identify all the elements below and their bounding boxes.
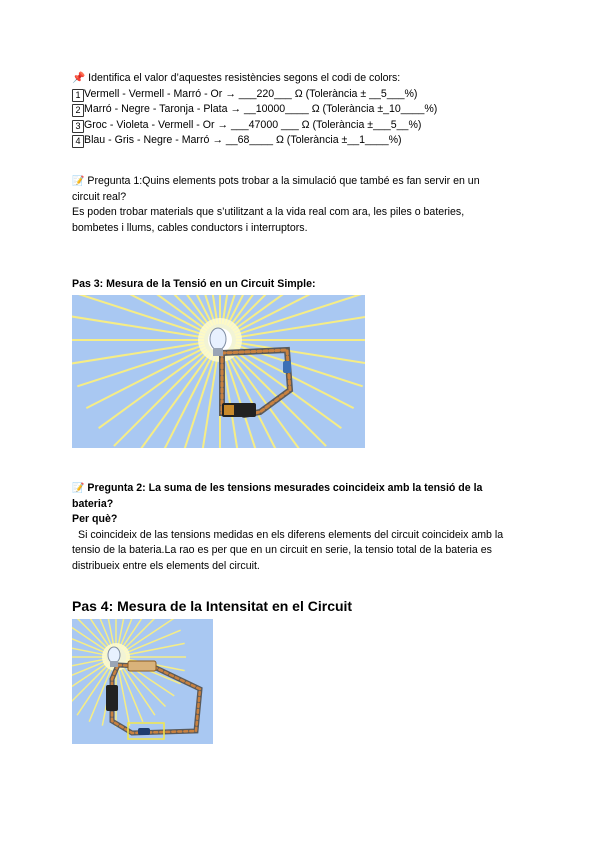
resistor-item-text: Blau - Gris - Negre - Marró → __68____ Ω (Tolerància ±__1____%)	[84, 134, 402, 146]
circuit-diagram	[72, 295, 365, 448]
answer-1-cont: bombetes i llums, cables conductors i interruptors.	[72, 221, 308, 234]
memo-icon: 📝	[72, 176, 85, 187]
step-3-title: Pas 3: Mesura de la Tensió en un Circuit Simple:	[72, 278, 316, 290]
resistor-intro: 📌 Identifica el valor d’aquestes resistències segons el codi de colors:	[72, 72, 401, 84]
resistor-item-text: Marró - Negre - Taronja - Plata → __10000____ Ω (Tolerància ±_10____%)	[84, 103, 438, 115]
question-1	[72, 174, 534, 236]
answer-2: Si coincideix de las tensions medidas en els diferens elements del circuit coincideix amb la	[78, 528, 504, 541]
resistor-item	[72, 133, 534, 149]
question-1-text: Pregunta 1:Quins elements pots trobar a la simulació que també es fan servir en un	[87, 175, 480, 187]
memo-icon: 📝	[72, 483, 85, 494]
resistor-item	[72, 118, 534, 134]
resistor-item-text: Groc - Violeta - Vermell - Or → ___47000 ___ Ω (Tolerància ±___5__%)	[84, 118, 422, 131]
question-2	[72, 481, 534, 574]
answer-2-cont: tensio de la bateria.La rao es per que en un circuit en serie, la tensio total de la bateria es	[72, 544, 492, 556]
number-badge: 3	[72, 120, 84, 133]
answer-1: Es poden trobar materials que s’utilitzant a la vida real com ara, les piles o bateries,	[72, 206, 465, 218]
question-2-text-cont: bateria?	[72, 497, 114, 510]
number-badge: 2	[72, 104, 84, 117]
resistor-section	[72, 71, 534, 149]
answer-2-cont: distribueix entre els elements del circuit.	[72, 559, 260, 572]
number-badge: 1	[72, 89, 84, 102]
step-4-title: Pas 4: Mesura de la Intensitat en el Circuit	[72, 598, 353, 614]
question-2-why: Per què?	[72, 513, 118, 525]
resistor-item-text: Vermell - Vermell - Marró - Or → ___220___ Ω (Tolerància ± __5___%)	[84, 87, 418, 100]
circuit-simulation-current[interactable]	[72, 619, 213, 744]
question-1-text-cont: circuit real?	[72, 190, 127, 203]
circuit-diagram	[72, 619, 213, 744]
resistor-item	[72, 87, 534, 103]
question-2-text: Pregunta 2: La suma de les tensions mesurades coincideix amb la tensió de la	[87, 482, 483, 494]
circuit-simulation-voltage[interactable]	[72, 295, 365, 448]
number-badge: 4	[72, 135, 84, 148]
resistor-item	[72, 102, 534, 118]
